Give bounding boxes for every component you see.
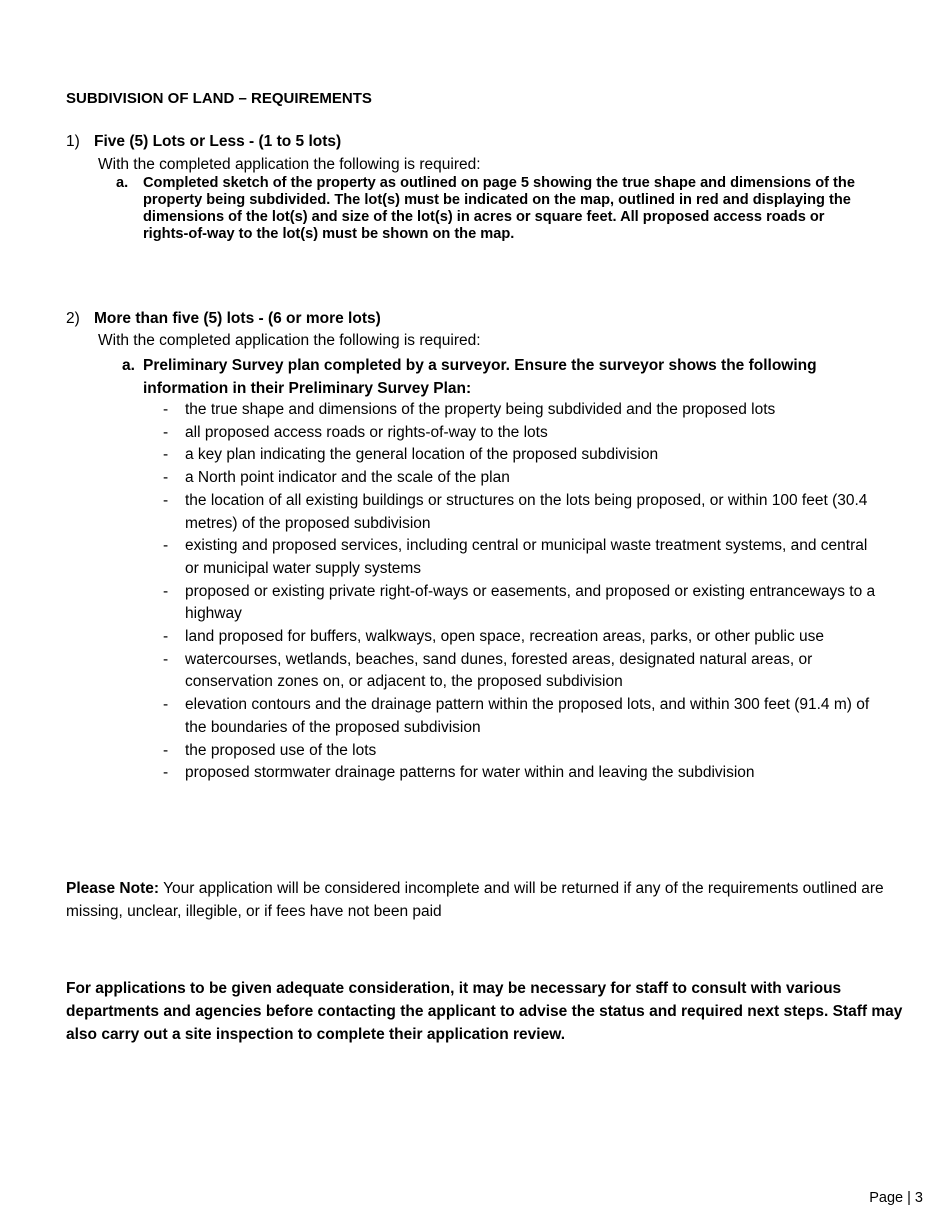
note-text: Your application will be considered incomplete and will be returned if any of the requirements outlined are missing, unclear, illegible, or if fees have not been paid: [66, 880, 884, 920]
section-2-intro: With the completed application the following is required:: [98, 332, 481, 349]
note-label: Please Note:: [66, 880, 160, 897]
section-1-item-text: Completed sketch of the property as outlined on page 5 showing the true shape and dimensions of the property being subdivided. The lot(s) must be indicated on the map, outlined in red and displaying the dimensions of the lot(s) and size of the lot(s) in acres or square feet. All proposed access roads or rights-of-way to the lot(s) must be shown on the map.: [143, 175, 855, 242]
section-2-item-letter: a.: [122, 357, 135, 374]
section-1-item-letter: a.: [116, 175, 129, 191]
section-2-title: More than five (5) lots - (6 or more lots): [94, 310, 381, 327]
list-item: - the location of all existing buildings or structures on the lots being proposed, or within 100 feet (30.4 metres) of the proposed subdivision: [163, 491, 868, 532]
list-item: - proposed stormwater drainage patterns for water within and leaving the subdivision: [163, 764, 755, 782]
list-item: - land proposed for buffers, walkways, open space, recreation areas, parks, or other public use: [163, 628, 825, 646]
consideration-paragraph: For applications to be given adequate consideration, it may be necessary for staff to consult with various departments and agencies before contacting the applicant to advise the status and required next steps. Staff may also carry out a site inspection to complete their application review.: [66, 980, 903, 1043]
section-1-item-a: [116, 175, 856, 243]
section-1-heading: [66, 132, 341, 152]
requirements-list: [163, 399, 883, 785]
list-item: - a North point indicator and the scale of the plan: [163, 469, 510, 487]
section-1-number: 1): [66, 133, 80, 150]
page-number: Page | 3: [869, 1190, 923, 1206]
section-2-item-a: [122, 354, 862, 400]
section-1-title: Five (5) Lots or Less - (1 to 5 lots): [94, 133, 342, 150]
page-title: SUBDIVISION OF LAND – REQUIREMENTS: [66, 90, 372, 107]
list-item: - proposed or existing private right-of-ways or easements, and proposed or existing entranceways to a highway: [163, 582, 876, 623]
section-1-intro: With the completed application the following is required:: [98, 156, 481, 173]
list-item: - the true shape and dimensions of the property being subdivided and the proposed lots: [163, 401, 776, 418]
please-note-paragraph: [66, 877, 886, 923]
list-item: - elevation contours and the drainage pattern within the proposed lots, and within 300 feet (91.4 m) of the boundaries of the proposed subdivision: [163, 696, 870, 736]
section-2-heading: [66, 309, 381, 329]
list-item: - existing and proposed services, including central or municipal waste treatment systems, and central or municipal water supply systems: [163, 537, 868, 577]
list-item: - all proposed access roads or rights-of-way to the lots: [163, 423, 548, 441]
list-item: - the proposed use of the lots: [163, 741, 377, 759]
section-2-item-text: Preliminary Survey plan completed by a surveyor. Ensure the surveyor shows the following information in their Preliminary Survey Plan:: [143, 357, 817, 397]
section-2-number: 2): [66, 310, 80, 327]
list-item: - a key plan indicating the general location of the proposed subdivision: [163, 446, 659, 464]
list-item: - watercourses, wetlands, beaches, sand dunes, forested areas, designated natural areas, or conservation zones on, or adjacent to, the proposed subdivision: [163, 650, 813, 691]
